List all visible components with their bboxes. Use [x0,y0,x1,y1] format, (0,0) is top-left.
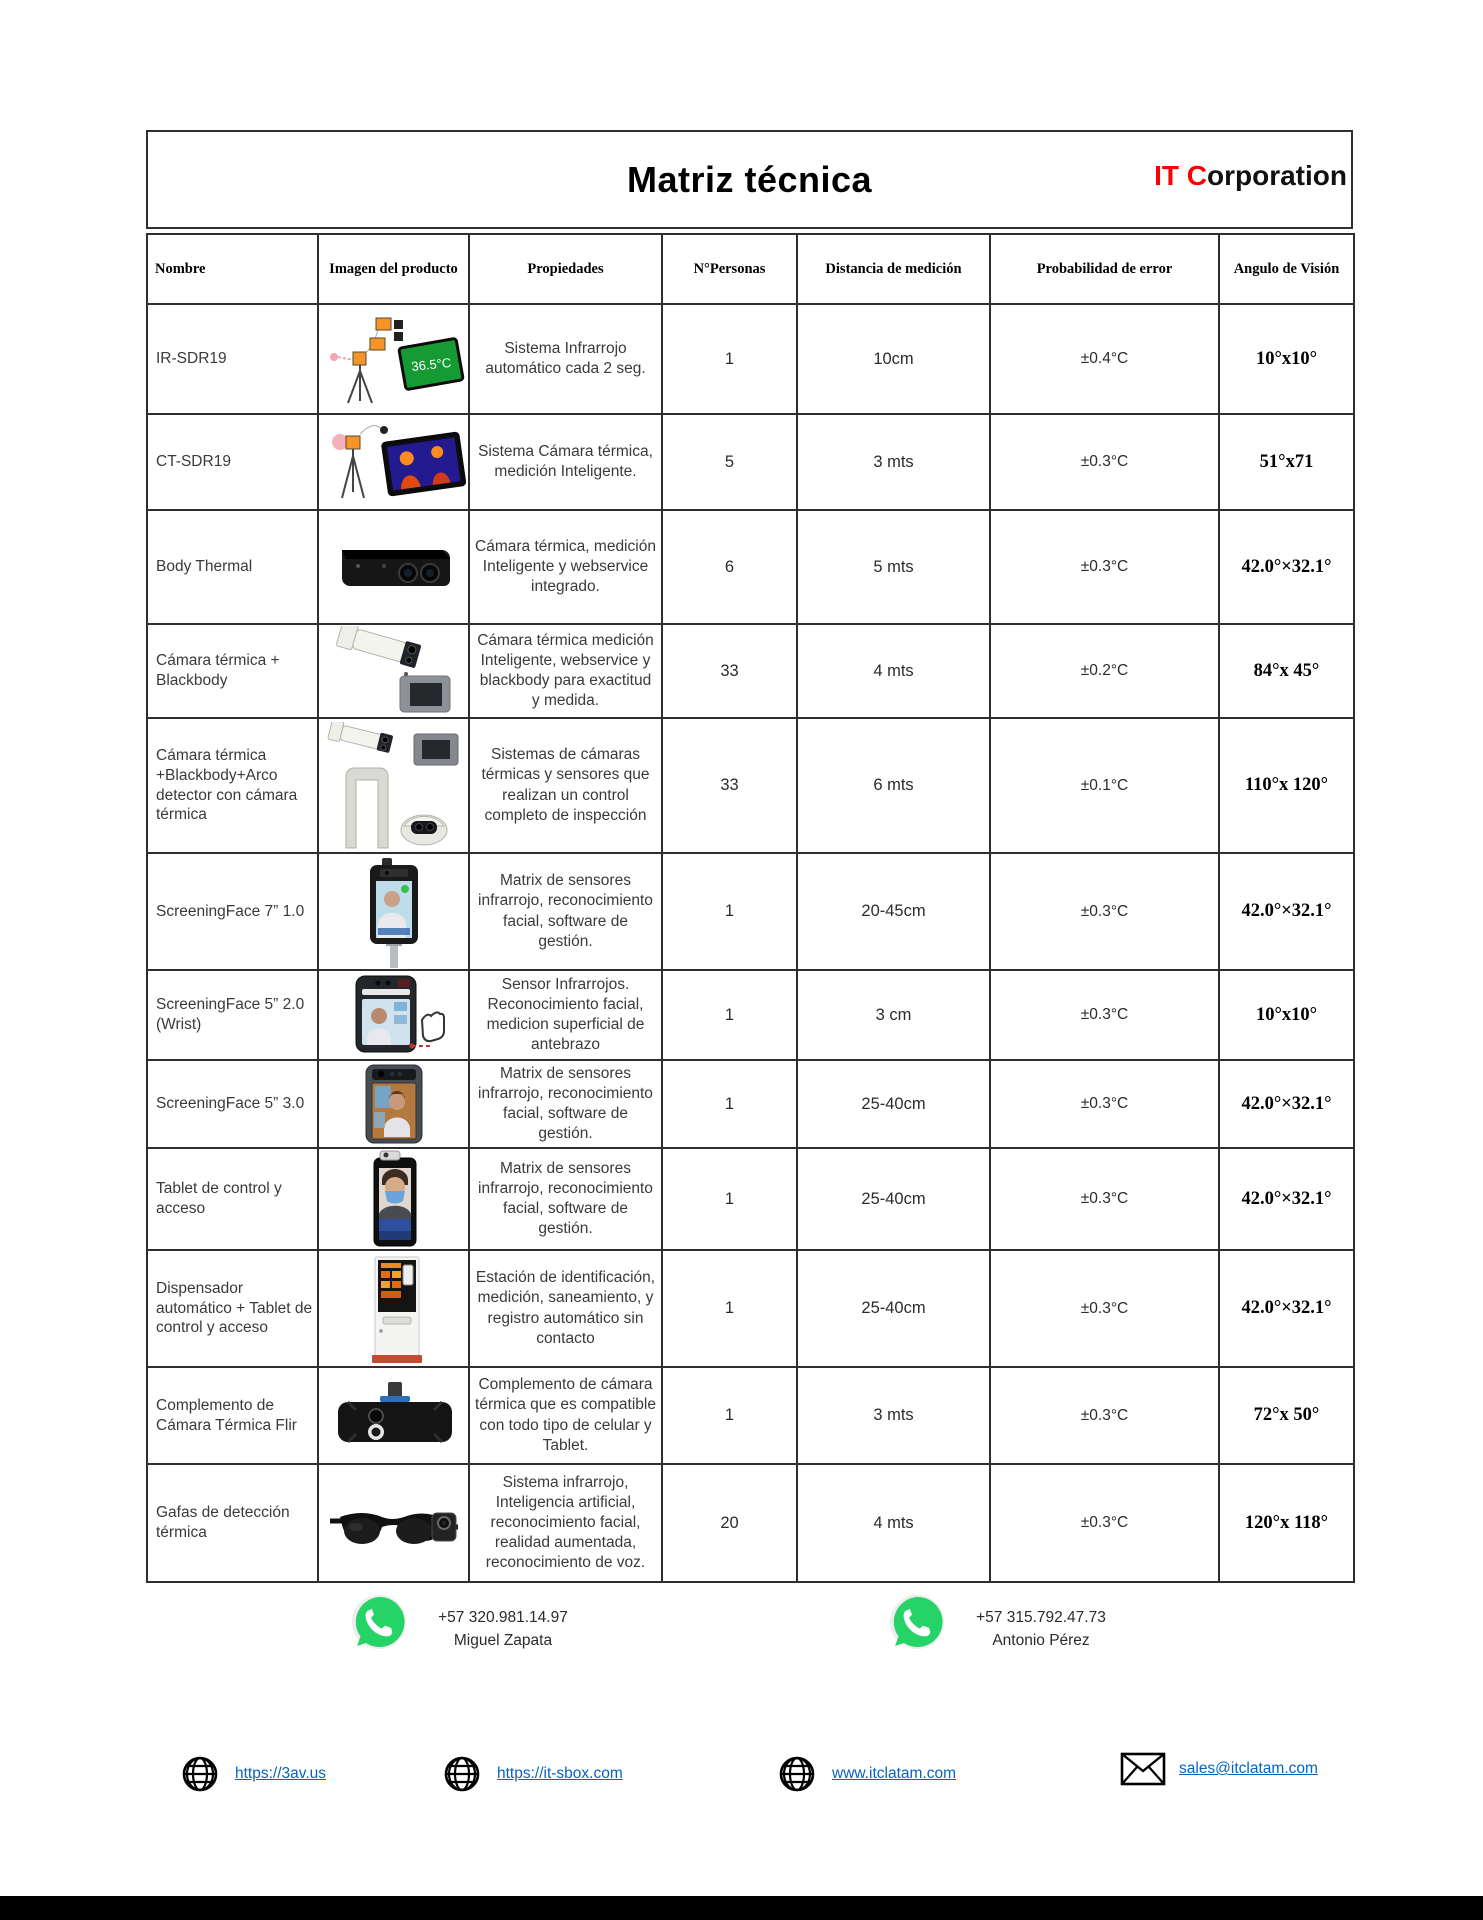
page-title: Matriz técnica [626,158,873,200]
product-properties: Matrix de sensores infrarrojo, reconocimiento facial, software de gestión. [469,1148,662,1250]
brand-black-part: orporation [1207,160,1347,191]
product-properties: Matrix de sensores infrarrojo, reconocimiento facial, software de gestión. [469,1060,662,1148]
measure-distance: 25-40cm [797,1148,990,1250]
vision-angle: 120°x 118° [1219,1464,1354,1582]
envelope-icon [1120,1752,1166,1786]
error-probability: ±0.3°C [990,1060,1219,1148]
ct-sdr19-product-image [320,416,468,508]
error-probability: ±0.4°C [990,304,1219,414]
persons-count: 1 [662,1367,797,1464]
camera-blackbody-product-image [320,626,468,716]
error-probability: ±0.3°C [990,970,1219,1060]
table-row [147,1060,1354,1148]
vision-angle: 10°x10° [1219,970,1354,1060]
website-link-group [775,1752,956,1796]
table-row [147,853,1354,970]
table-row [147,718,1354,853]
product-properties: Sensor Infrarrojos. Reconocimiento facial, medicion superficial de antebrazo [469,970,662,1060]
product-image-cell [318,304,469,414]
column-header-propiedades: Propiedades [469,234,662,304]
measure-distance: 20-45cm [797,853,990,970]
product-properties: Complemento de cámara térmica que es compatible con todo tipo de celular y Tablet. [469,1367,662,1464]
error-probability: ±0.3°C [990,510,1219,624]
table-row [147,1464,1354,1582]
contact-name: Antonio Pérez [992,1632,1090,1649]
error-probability: ±0.3°C [990,1367,1219,1464]
product-image-cell [318,624,469,718]
website-link-group [440,1752,623,1796]
contact-phone: +57 320.981.14.97 [438,1609,568,1626]
product-image-cell [318,853,469,970]
product-image-cell [318,1250,469,1367]
persons-count: 1 [662,970,797,1060]
column-header-probabilidad: Probabilidad de error [990,234,1219,304]
persons-count: 1 [662,1060,797,1148]
screeningface-5-wrist-product-image [320,972,468,1058]
screen-temperature-label: 36.5°C [410,354,452,375]
persons-count: 33 [662,624,797,718]
column-header-nombre: Nombre [147,234,318,304]
website-link[interactable]: https://3av.us [235,1765,327,1782]
persons-count: 5 [662,414,797,510]
product-image-cell [318,1060,469,1148]
error-probability: ±0.1°C [990,718,1219,853]
vision-angle: 42.0°×32.1° [1219,853,1354,970]
product-name: Body Thermal [147,510,318,624]
persons-count: 1 [662,304,797,414]
measure-distance: 10cm [797,304,990,414]
vision-angle: 42.0°×32.1° [1219,510,1354,624]
measure-distance: 3 cm [797,970,990,1060]
measure-distance: 5 mts [797,510,990,624]
column-header-personas: N°Personas [662,234,797,304]
error-probability: ±0.3°C [990,853,1219,970]
product-image-cell [318,510,469,624]
flir-addon-product-image [320,1372,468,1460]
product-image-cell [318,718,469,853]
persons-count: 6 [662,510,797,624]
camera-blackbody-arch-product-image [320,722,468,850]
column-header-angulo: Angulo de Visión [1219,234,1354,304]
table-row [147,304,1354,414]
measure-distance: 3 mts [797,1367,990,1464]
error-probability: ±0.2°C [990,624,1219,718]
measure-distance: 4 mts [797,1464,990,1582]
product-name: Gafas de detección térmica [147,1464,318,1582]
body-thermal-product-image [320,532,468,602]
product-properties: Sistema Cámara térmica, medición Inteligente. [469,414,662,510]
product-image-cell [318,414,469,510]
product-properties: Cámara térmica medición Inteligente, webservice y blackbody para exactitud y medida. [469,624,662,718]
dispenser-kiosk-product-image [320,1253,468,1365]
whatsapp-contact [888,1594,1126,1652]
persons-count: 1 [662,1148,797,1250]
product-name: Tablet de control y acceso [147,1148,318,1250]
whatsapp-icon[interactable] [350,1594,408,1652]
persons-count: 1 [662,1250,797,1367]
vision-angle: 84°x 45° [1219,624,1354,718]
website-link[interactable]: www.itclatam.com [832,1765,957,1782]
measure-distance: 25-40cm [797,1250,990,1367]
table-row [147,970,1354,1060]
vision-angle: 42.0°×32.1° [1219,1250,1354,1367]
persons-count: 1 [662,853,797,970]
vision-angle: 42.0°×32.1° [1219,1060,1354,1148]
product-properties: Sistema Infrarrojo automático cada 2 seg. [469,304,662,414]
product-properties: Sistemas de cámaras térmicas y sensores que realizan un control completo de inspección [469,718,662,853]
product-name: CT-SDR19 [147,414,318,510]
error-probability: ±0.3°C [990,414,1219,510]
measure-distance: 3 mts [797,414,990,510]
whatsapp-contact [350,1594,588,1652]
error-probability: ±0.3°C [990,1148,1219,1250]
product-image-cell [318,1148,469,1250]
vision-angle: 51°x71 [1219,414,1354,510]
title-box [146,130,1353,229]
vision-angle: 42.0°×32.1° [1219,1148,1354,1250]
contact-name: Miguel Zapata [453,1632,553,1649]
whatsapp-icon[interactable] [888,1594,946,1652]
product-properties: Matrix de sensores infrarrojo, reconocimiento facial, software de gestión. [469,853,662,970]
brand-red-part: IT C [1154,160,1207,191]
ir-sdr19-product-image [320,309,468,409]
persons-count: 20 [662,1464,797,1582]
vision-angle: 110°x 120° [1219,718,1354,853]
measure-distance: 25-40cm [797,1060,990,1148]
product-image-cell [318,1367,469,1464]
globe-icon [178,1752,222,1796]
product-name: ScreeningFace 5” 2.0 (Wrist) [147,970,318,1060]
column-header-distancia: Distancia de medición [797,234,990,304]
persons-count: 33 [662,718,797,853]
website-link[interactable]: https://it-sbox.com [497,1765,623,1782]
footer-bar [0,1896,1483,1920]
globe-icon [775,1752,819,1796]
thermal-glasses-product-image [320,1485,468,1561]
access-control-tablet-product-image [320,1150,468,1248]
product-image-cell [318,1464,469,1582]
measure-distance: 4 mts [797,624,990,718]
header-row [147,234,1354,304]
screeningface-7-product-image [320,856,468,968]
table-row [147,414,1354,510]
product-name: IR-SDR19 [147,304,318,414]
product-name: ScreeningFace 5” 3.0 [147,1060,318,1148]
product-name: Cámara térmica + Blackbody [147,624,318,718]
vision-angle: 10°x10° [1219,304,1354,414]
table-row [147,1148,1354,1250]
column-header-imagen: Imagen del producto [318,234,469,304]
email-link-group [1120,1752,1318,1786]
measure-distance: 6 mts [797,718,990,853]
product-name: Cámara térmica +Blackbody+Arco detector con cámara térmica [147,718,318,853]
error-probability: ±0.3°C [990,1464,1219,1582]
product-image-cell [318,970,469,1060]
error-probability: ±0.3°C [990,1250,1219,1367]
globe-icon [440,1752,484,1796]
product-properties: Sistema infrarrojo, Inteligencia artificial, reconocimiento facial, realidad aumentada, reconocimiento de voz. [469,1464,662,1582]
table-row [147,1367,1354,1464]
table-row [147,624,1354,718]
contact-phone: +57 315.792.47.73 [976,1609,1106,1626]
product-name: Dispensador automático + Tablet de control y acceso [147,1250,318,1367]
technical-matrix-table [146,233,1355,1583]
vision-angle: 72°x 50° [1219,1367,1354,1464]
website-link-group [178,1752,326,1796]
product-name: Complemento de Cámara Térmica Flir [147,1367,318,1464]
product-name: ScreeningFace 7” 1.0 [147,853,318,970]
table-row [147,510,1354,624]
product-properties: Cámara térmica, medición Inteligente y webservice integrado. [469,510,662,624]
table-row [147,1250,1354,1367]
brand-logo [1154,160,1347,192]
screeningface-5-3-product-image [320,1062,468,1146]
product-properties: Estación de identificación, medición, saneamiento, y registro automático sin contacto [469,1250,662,1367]
email-link[interactable]: sales@itclatam.com [1179,1760,1318,1777]
